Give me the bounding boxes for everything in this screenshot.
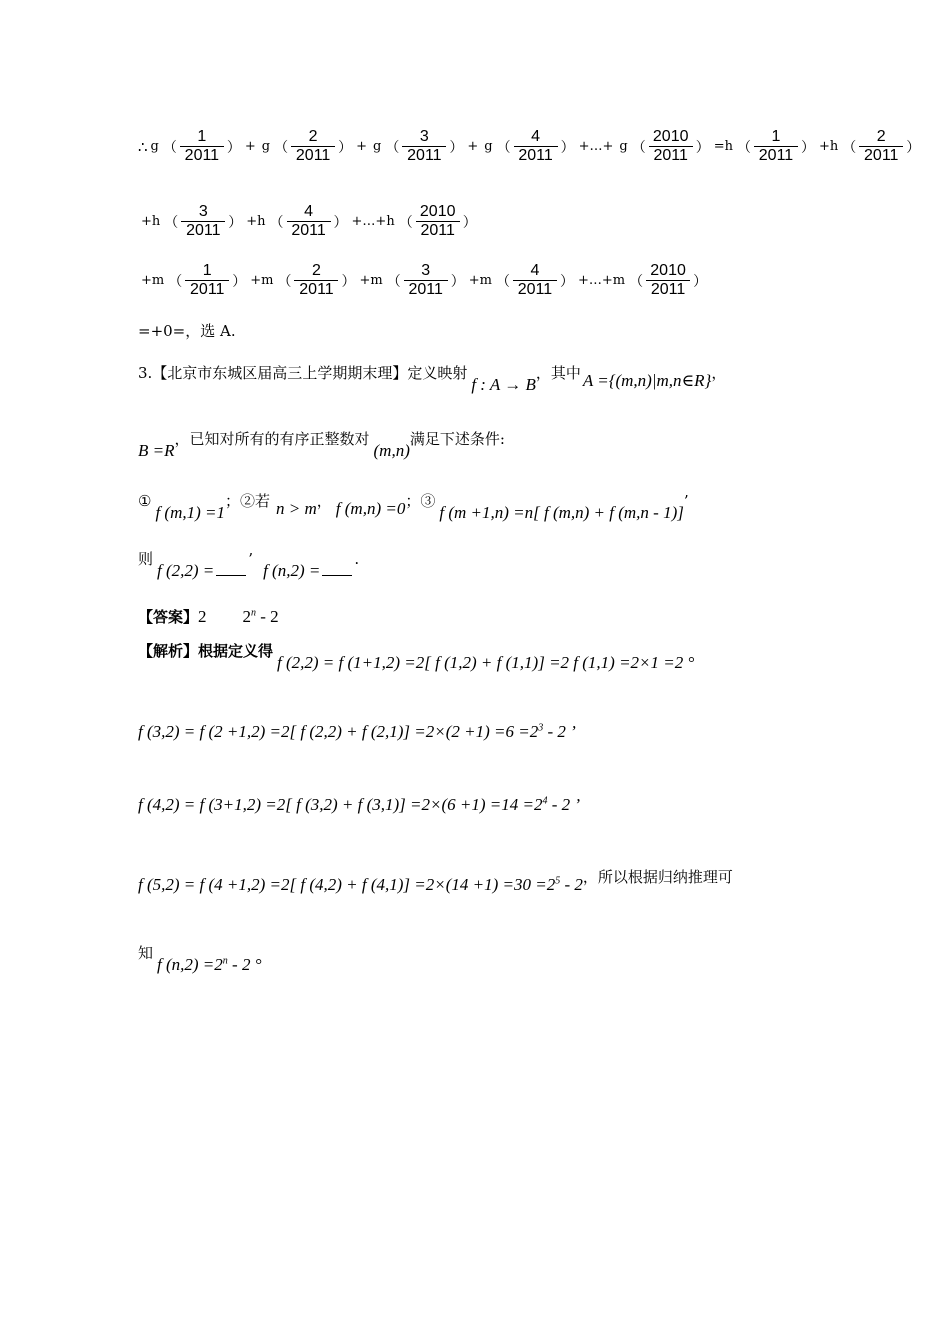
term-op: +m	[359, 273, 383, 288]
fraction: $\frac{1}{2011}$	[754, 128, 798, 165]
therefore-symbol: ∴	[138, 137, 148, 156]
analysis-eq-4: f (5,2) = f (4 +1,2) =2[ f (4,2) + f $(4,1)] =2\times(14 +1) =30 =2^5 - 2$	[138, 874, 583, 894]
analysis-eq-2: f (3,2) = f (2 +1,2) =2[ f (2,2) + f $(2,1)] =2\times(2 +1) =6 =2^3 - 2$ ’	[138, 722, 576, 741]
text-fragment: 满足下述条件:	[409, 430, 505, 448]
sum-line-2: +h （ $\frac{3}{2011}$ ） +h （ $\frac{4}{2011}$ ） +…+h （ $\frac{2010}{2011}$ ）	[141, 203, 477, 239]
text-fragment: ，	[711, 364, 727, 382]
term-fn: g	[619, 139, 628, 154]
term-op: +…+	[578, 139, 614, 154]
text-fragment: ，所以根据归纳推理可	[582, 868, 733, 886]
analysis-line-1	[138, 640, 695, 672]
mapping-formula: f : A → B	[471, 374, 536, 394]
fraction: $\frac{3}{2011}$	[181, 203, 225, 240]
fraction: $\frac{4}{2011}$	[514, 128, 558, 165]
fraction: $\frac{2010}{2011}$	[416, 203, 460, 240]
fraction: $\frac{2010}{2011}$	[649, 128, 693, 165]
answer-line	[138, 606, 279, 627]
text-fragment: 则	[138, 550, 154, 568]
analysis-eq-3: f (4,2) = f (3+1,2) =2[ f (3,2) + f $(3,1)] =2\times(6 +1) =14 =2^4 - 2$ ’	[138, 795, 581, 814]
question-1-formula: f (2,2) =	[157, 560, 215, 580]
text-fragment: 知	[138, 944, 154, 962]
condition-mark: ；②若	[225, 492, 271, 510]
analysis-line-3	[138, 795, 580, 815]
term-op: =h	[713, 139, 733, 154]
term-op: +h	[818, 139, 839, 154]
analysis-eq-final: f $(n,2) =2^n - 2$ °	[157, 954, 262, 974]
fraction: $\frac{2010}{2011}$	[646, 262, 690, 299]
fraction: $\frac{2}{2011}$	[291, 128, 335, 165]
condition-2-then: f (m,n) =0	[335, 498, 406, 518]
fraction: $\frac{1}{2011}$	[180, 128, 224, 165]
term-op: +m	[250, 273, 274, 288]
conclusion-line: =+0=，选 A.	[138, 322, 236, 340]
pair-formula: (m,n)	[373, 440, 410, 460]
term-fn: g	[150, 139, 159, 154]
condition-3-formula: f (m +1,n) =n[ f (m,n) + f (m,n - 1)]	[439, 502, 684, 522]
answer-label: 【答案】	[138, 608, 199, 626]
condition-2-if: n > m	[276, 498, 317, 518]
set-b-formula: B =R	[138, 440, 175, 460]
problem-source: 3.【北京市东城区届高三上学期期末理】定义映射	[138, 364, 468, 382]
term-fn: g	[261, 139, 271, 154]
term-fn: g	[373, 139, 382, 154]
problem-3-given	[138, 428, 505, 460]
problem-3-question: 则 f (2,2) = ’ f (n,2) = .	[138, 549, 360, 580]
term-op: +	[467, 139, 479, 154]
analysis-line-5	[138, 942, 262, 974]
answer-blank-2	[322, 565, 352, 576]
line-lead: +h	[141, 214, 161, 229]
fraction: $\frac{1}{2011}$	[185, 262, 229, 299]
line-lead: +m	[141, 273, 165, 288]
sum-line-3: +m （ $\frac{1}{2011}$ ） +m （ $\frac{2}{2011}$ ） +m （ $\frac{3}{2011}$ ） +m （ $\frac{4}{2011}$ ） +…+m （ $\frac{2010}{2011}$ ）	[141, 262, 708, 298]
answer-value-2: 2$^n$ - 2	[242, 606, 279, 626]
fraction: $\frac{3}{2011}$	[404, 262, 448, 299]
condition-mark: ①	[138, 491, 152, 510]
term-op: +m	[468, 273, 492, 288]
text-fragment: ，已知对所有的有序正整数对	[174, 430, 370, 448]
sum-line-1: ∴ g （ $\frac{1}{2011}$ ） + g （ $\frac{2}{2011}$ ） + g （ $\frac{3}{2011}$ ） + g （ $\frac{4}{2011}$ ） +…+ g （ $\frac{2010}{2011}$ ） =h （ $\frac{1}{2011}$ ） +h （ $\frac{2}{2011}$ ）	[138, 128, 921, 164]
answer-value-1: 2	[198, 606, 207, 626]
term-op: +…+h	[351, 214, 395, 229]
answer-blank-1	[216, 565, 246, 576]
analysis-eq-1: f (2,2) = f (1+1,2) =2[ f (1,2) + f (1,1)] =2 f (1,1) =2×1 =2 °	[277, 652, 695, 672]
analysis-label: 【解析】根据定义得	[138, 642, 274, 660]
term-fn: g	[484, 139, 493, 154]
text-fragment: ，其中	[535, 364, 581, 382]
question-2-formula: f (n,2) =	[263, 560, 321, 580]
term-op: +h	[246, 214, 266, 229]
term-op: +	[356, 139, 368, 154]
term-op: +	[244, 139, 256, 154]
analysis-line-2	[138, 722, 576, 742]
term-op: +…+m	[577, 273, 626, 288]
fraction: $\frac{2}{2011}$	[859, 128, 903, 165]
fraction: $\frac{3}{2011}$	[402, 128, 446, 165]
fraction: $\frac{4}{2011}$	[513, 262, 557, 299]
condition-1-formula: f (m,1) =1	[155, 502, 225, 522]
condition-mark: ；③	[405, 492, 436, 510]
fraction: $\frac{2}{2011}$	[294, 262, 338, 299]
set-a-formula: A ={(m,n)|m,n∈R}	[582, 370, 712, 390]
problem-3-conditions: ① f (m,1) =1 ；②若 n > m ， f (m,n) =0 ；③ f (m +1,n) =n[ f (m,n) + f (m,n - 1)] ’	[138, 491, 689, 522]
analysis-line-4	[138, 866, 733, 894]
problem-3-statement	[138, 362, 727, 394]
fraction: $\frac{4}{2011}$	[287, 203, 331, 240]
